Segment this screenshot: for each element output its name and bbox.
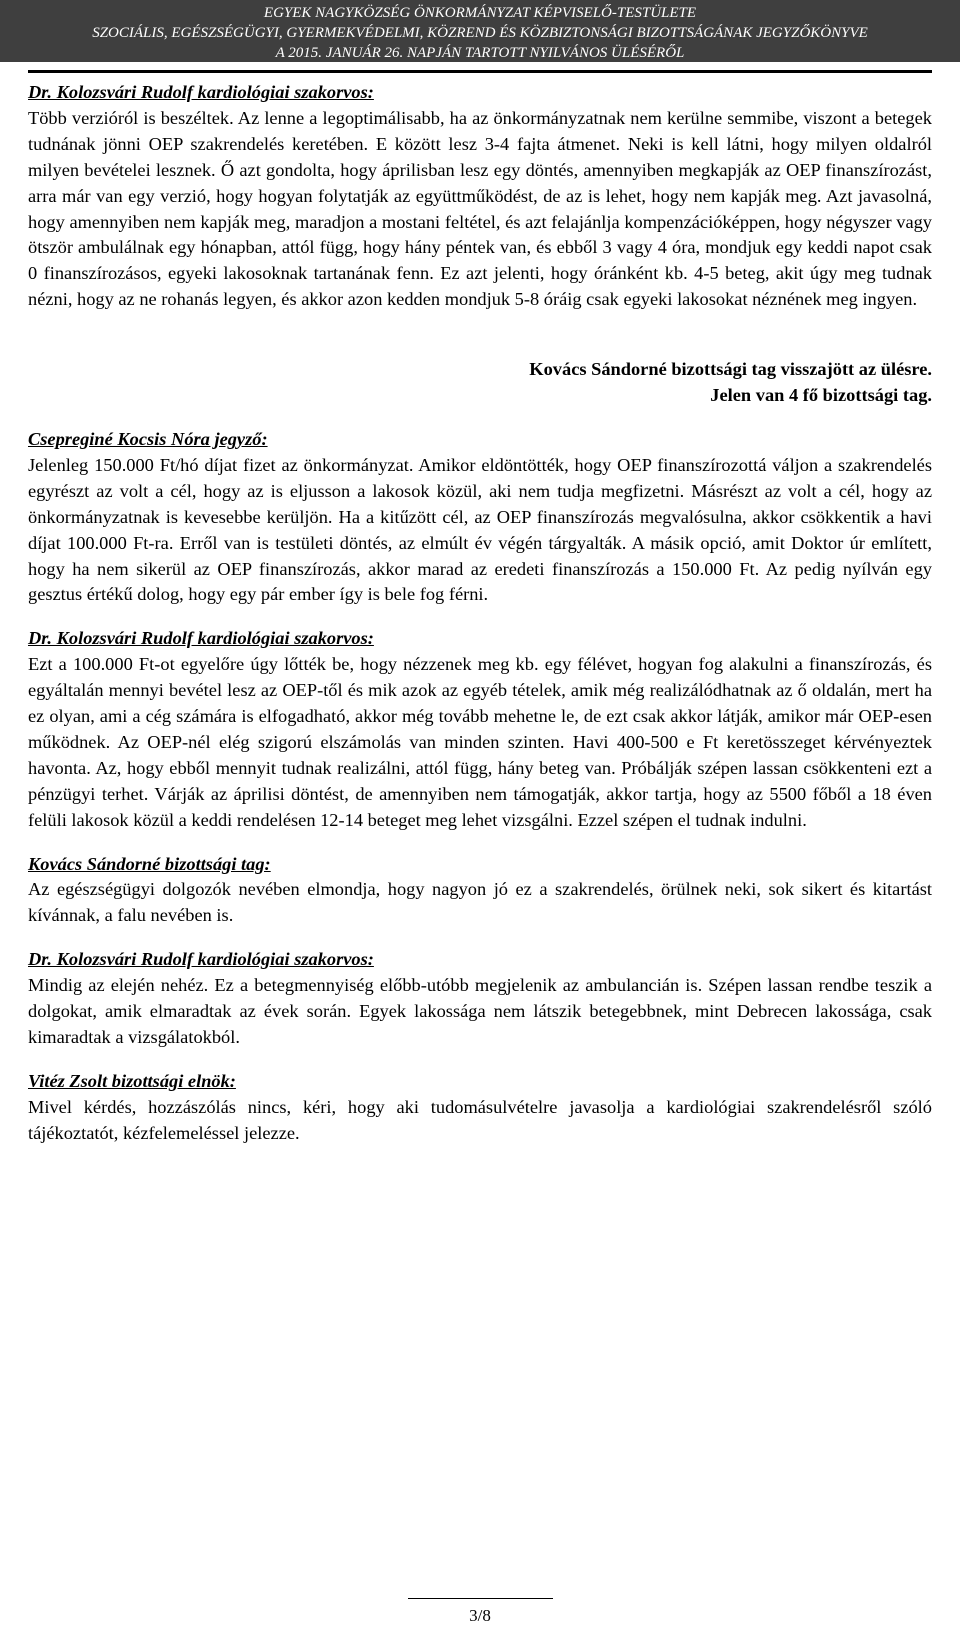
speaker-name: Dr. Kolozsvári Rudolf kardiológiai szakorvos:	[28, 628, 374, 649]
document-header	[0, 0, 960, 62]
speaker-name: Vitéz Zsolt bizottsági elnök:	[28, 1070, 236, 1091]
footer-rule	[408, 1598, 553, 1599]
paragraph: Az egészségügyi dolgozók nevében elmondja, hogy nagyon jó ez a szakrendelés, örülnek neki, sok sikert és kitartást kívánnak, a falu nevében is.	[28, 879, 932, 926]
page-number: 3/8	[469, 1606, 491, 1625]
header-line-3: A 2015. JANUÁR 26. NAPJÁN TARTOTT NYILVÁNOS ÜLÉSÉRŐL	[275, 45, 685, 61]
paragraph: Több verzióról is beszéltek. Az lenne a legoptimálisabb, ha az önkormányzatnak nem kerülne semmibe, viszont a betegek tudnának jönni OEP szakrendelés keretében. E között lesz 3-4 fajta átmenet. Neki is kell látni, hogy milyen oldalról milyen bevételei lesznek. Ő azt gondolta, hogy áprilisban lesz egy döntés, amennyiben megkapják az OEP finanszírozást, arra már van egy verzió, hogy hogyan folytatják az együttműködést, de az is lehet, hogy nem kapják meg. Azt javasolná, hogy amennyiben nem kapják meg, maradjon a mostani feltétel, és azt felajánlja kompenzációképpen, hogy négyszer vagy ötször ambulálnak egy hónapban, attól függ, hogy hány péntek van, és ebből 3 vagy 4 óra, mondjuk egy keddi napot csak 0 finanszírozásos, egyeki lakosoknak tartanának fenn. Ez azt jelenti, hogy óránként kb. 4-5 beteg, akit úgy meg tudnak nézni, hogy az ne rohanás legyen, és akkor azon kedden mondjuk 5-8 óráig csak egyeki lakosokat néznének meg ingyen.	[28, 107, 932, 310]
paragraph: Ezt a 100.000 Ft-ot egyelőre úgy lőtték be, hogy nézzenek meg kb. egy félévet, hogyan fog alakulni a finanszírozás, és egyáltalán mennyi bevétel lesz az OEP-től és mik azok az egyéb tételek, amik még realizálódhatnak az ő oldalán, mert ha ez olyan, ami a cég számára is elfogadható, akkor még tovább mehetne le, de ezt csak akkor látják, amikor már OEP-esen működnek. Az OEP-nél elég szigorú elszámolás van minden szinten. Havi 400-500 e Ft keretösszeget kérvényeztek havonta. Az, hogy ebből mennyit tudnak realizálni, attól függ, hány beteg van. Próbálják szépen lassan csökkenteni ezt a pénzügyi terhet. Várják az áprilisi döntést, de amennyiben nem támogatják, akkor tartja, hogy az 5500 főből a 18 éven felüli lakosok közül a keddi rendelésen 12-14 beteget meg lehet vizsgálni. Ezzel szépen el tudnak indulni.	[28, 654, 932, 830]
speaker-name: Csepreginé Kocsis Nóra jegyző:	[28, 428, 268, 449]
speaker-name: Dr. Kolozsvári Rudolf kardiológiai szakorvos:	[28, 82, 374, 102]
paragraph: Mivel kérdés, hozzászólás nincs, kéri, hogy aki tudomásulvételre javasolja a kardiológiai szakrendelésről szóló tájékoztatót, kézfelemeléssel jelezze.	[28, 1096, 932, 1143]
header-line-2: SZOCIÁLIS, EGÉSZSÉGÜGYI, GYERMEKVÉDELMI, KÖZREND ÉS KÖZBIZTONSÁGI BIZOTTSÁGÁNAK JEGYZŐKÖNYVE	[92, 25, 868, 41]
document-body	[28, 80, 932, 1147]
paragraph: Mindig az elején nehéz. Ez a betegmennyiség előbb-utóbb megjelenik az ambulancián is. Szépen lassan rendbe teszik a dolgokat, amik elmaradtak az évek során. Egyek lakossága nem látszik betegebbnek, mint Debrecen lakossága, csak kimaradtak a vizsgálatokból.	[28, 975, 932, 1047]
paragraph: Jelenleg 150.000 Ft/hó díjat fizet az önkormányzat. Amikor eldöntötték, hogy OEP finanszírozottá váljon a szakrendelés egyrészt az volt a cél, hogy az is eljusson a lakosok közül, aki nem tudja megfizetni. Másrészt az volt a cél, hogy az önkormányzatnak is kevesebbe kerüljön. Ha a kitűzött cél, az OEP finanszírozás megvalósulna, akkor csökkentik a havi díjat 100.000 Ft-ra. Erről van is testületi döntés, az elmúlt év végén tárgyalták. A másik opció, amit Doktor úr említett, hogy ha nem sikerül az OEP finanszírozás, akkor marad az eredeti finanszírozás a 150.000 Ft. Az pedig nyílván egy gesztus értékű dolog, hogy egy pár ember így is bele fog férni.	[28, 454, 932, 605]
speaker-name: Kovács Sándorné bizottsági tag:	[28, 853, 271, 874]
speaker-name: Dr. Kolozsvári Rudolf kardiológiai szakorvos:	[28, 949, 374, 970]
attendance-note: Jelen van 4 fő bizottsági tag.	[710, 385, 932, 406]
header-rule	[28, 70, 932, 73]
attendance-note: Kovács Sándorné bizottsági tag visszajött az ülésre.	[529, 359, 932, 380]
header-line-1: EGYEK NAGYKÖZSÉG ÖNKORMÁNYZAT KÉPVISELŐ-TESTÜLETE	[263, 5, 697, 21]
